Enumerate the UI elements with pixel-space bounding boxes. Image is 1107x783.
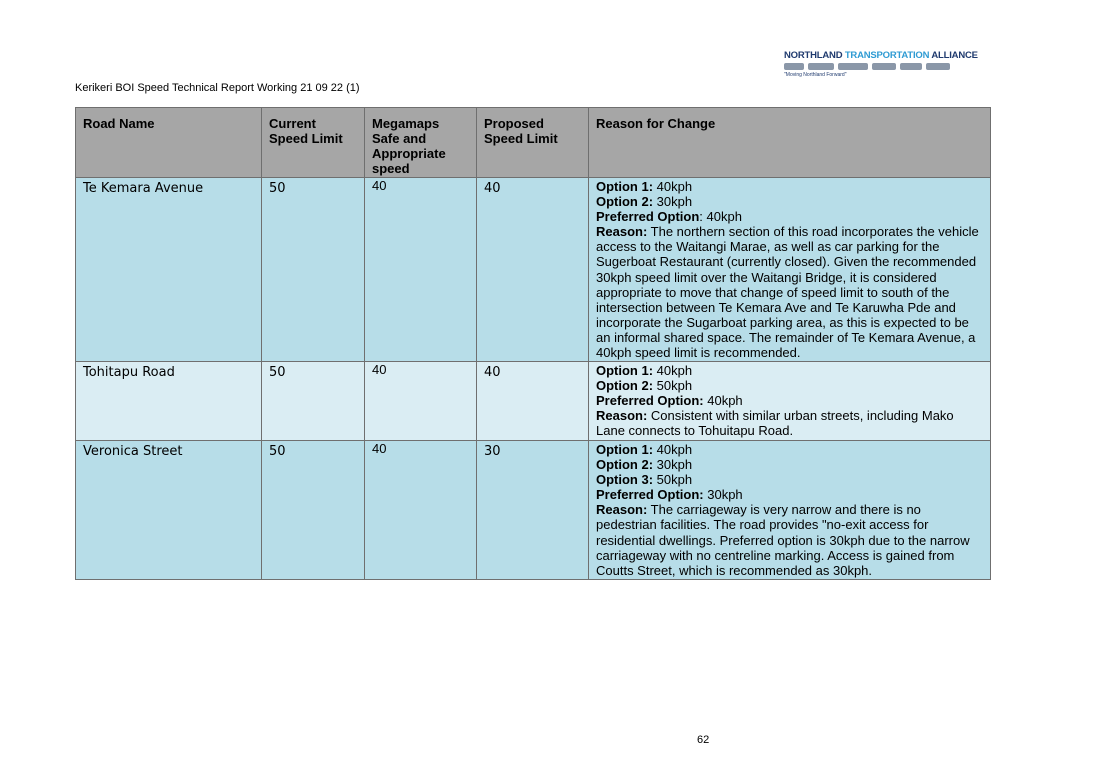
road-name-cell: Tohitapu Road <box>76 362 262 441</box>
current-speed-cell: 50 <box>262 441 365 580</box>
table-row <box>76 441 991 580</box>
header-road-name: Road Name <box>76 108 262 178</box>
reason-line: Reason: Consistent with similar urban streets, including Mako Lane connects to Tohuitapu Road. <box>596 408 954 439</box>
road-name-cell: Te Kemara Avenue <box>76 178 262 362</box>
reason-line: Reason: The carriageway is very narrow and there is no pedestrian facilities. The road provides "no-exit access for residential dwellings. Preferred option is 30kph due to the narrow carriageway with no centreline marking. Access is gained from Coutts Street, which is recommended as 30kph. <box>596 502 970 578</box>
reason-line: Option 2: 30kph <box>596 194 693 210</box>
header-current-speed: Current Speed Limit <box>262 108 365 178</box>
document-header-title: Kerikeri BOI Speed Technical Report Working 21 09 22 (1) <box>75 82 360 94</box>
reason-line: Option 1: 40kph <box>596 179 693 194</box>
current-speed-cell: 50 <box>262 178 365 362</box>
table-row <box>76 178 991 362</box>
reason-line: Option 1: 40kph <box>596 363 693 378</box>
logo-partner-marks <box>784 63 952 70</box>
reason-line: Option 3: 50kph <box>596 472 693 488</box>
megamaps-speed-cell: 40 <box>365 441 477 580</box>
reason-line: Option 2: 30kph <box>596 457 693 473</box>
header-reason: Reason for Change <box>589 108 991 178</box>
header-proposed-speed: Proposed Speed Limit <box>477 108 589 178</box>
current-speed-cell: 50 <box>262 362 365 441</box>
speed-limit-table <box>75 107 991 580</box>
road-name-cell: Veronica Street <box>76 441 262 580</box>
page-number: 62 <box>697 734 710 746</box>
table-row <box>76 362 991 441</box>
northland-transportation-alliance-logo <box>784 50 978 82</box>
proposed-speed-cell: 40 <box>477 178 589 362</box>
reason-line: Option 2: 50kph <box>596 378 693 394</box>
logo-tagline: "Moving Northland Forward" <box>784 72 847 78</box>
proposed-speed-cell: 30 <box>477 441 589 580</box>
reason-line: Preferred Option: 40kph <box>596 209 742 225</box>
header-megamaps-speed: Megamaps Safe and Appropriate speed <box>365 108 477 178</box>
reason-line: Option 1: 40kph <box>596 442 693 457</box>
megamaps-speed-cell: 40 <box>365 178 477 362</box>
reason-cell <box>589 441 991 580</box>
proposed-speed-cell: 40 <box>477 362 589 441</box>
logo-wordmark: NORTHLAND TRANSPORTATION ALLIANCE <box>784 50 978 61</box>
reason-line: Reason: The northern section of this road incorporates the vehicle access to the Waitangi Marae, as well as car parking for the Sugerboat Restaurant (currently closed). Given the recommended 30kph speed limit over the Waitangi Bridge, it is considered appropriate to move that change of speed limit to south of the intersection between Te Kemara Ave and Te Karuwha Pde and incorporate the Sugarboat parking area, as this is expected to be an informal shared space. The remainder of Te Kemara Avenue, a 40kph speed limit is recommended. <box>596 224 979 361</box>
reason-cell <box>589 178 991 362</box>
reason-line: Preferred Option: 30kph <box>596 487 743 503</box>
reason-line: Preferred Option: 40kph <box>596 393 743 409</box>
table-header-row <box>76 108 991 178</box>
reason-cell <box>589 362 991 441</box>
megamaps-speed-cell: 40 <box>365 362 477 441</box>
